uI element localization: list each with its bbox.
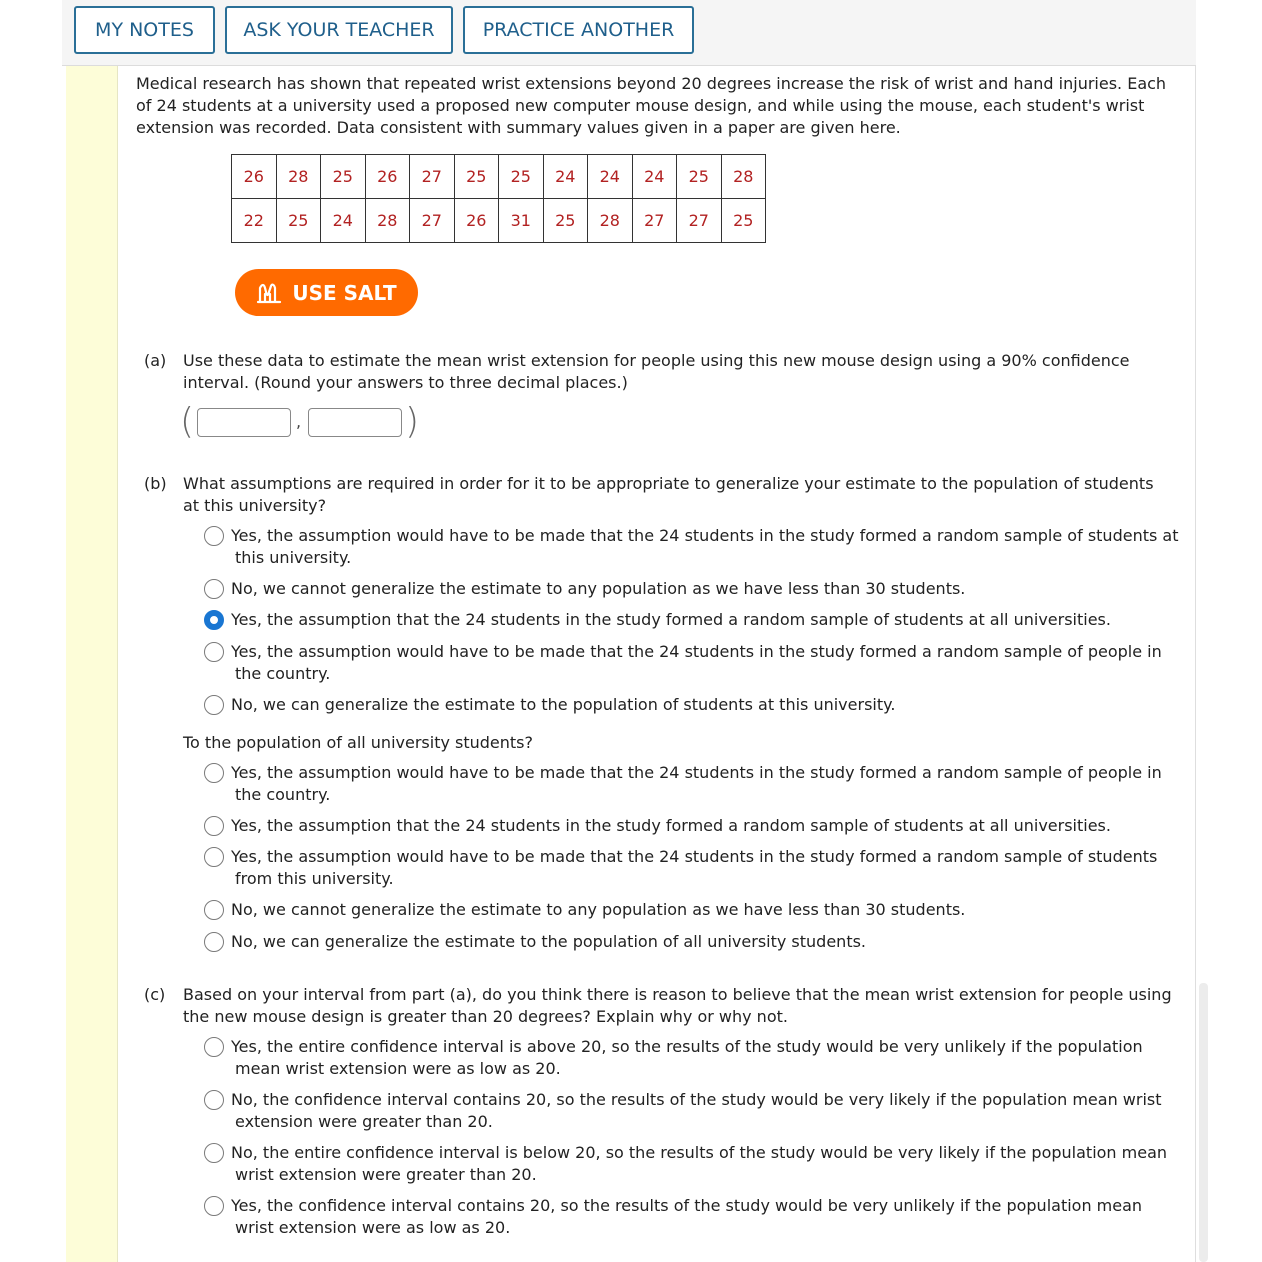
part-b-subquestion: To the population of all university students? <box>183 733 534 752</box>
radio-button[interactable] <box>204 1037 224 1057</box>
option-text: No, we can generalize the estimate to the population of all university students. <box>231 932 867 951</box>
option-text: Yes, the entire confidence interval is above 20, so the results of the study would be very unlikely if the population <box>231 1037 1143 1056</box>
radio-button-selected[interactable] <box>204 610 224 630</box>
table-cell: 25 <box>677 155 722 199</box>
table-cell: 25 <box>321 155 366 199</box>
content-border <box>1195 66 1196 1262</box>
table-cell: 31 <box>499 199 544 243</box>
data-table <box>231 154 766 243</box>
part-c-question: Based on your interval from part (a), do you think there is reason to believe that the mean wrist extension for people using the new mouse design is greater than 20 degrees? Explain why or why not. <box>183 985 1172 1026</box>
option-text: Yes, the assumption would have to be made that the 24 students in the study formed a random sample of people in <box>231 642 1162 661</box>
interval-comma: , <box>296 412 302 431</box>
table-cell: 24 <box>588 155 633 199</box>
open-paren: ( <box>180 401 195 442</box>
my-notes-button[interactable]: MY NOTES <box>74 6 215 54</box>
option-text: Yes, the assumption that the 24 students in the study formed a random sample of students at all universities. <box>231 816 1111 835</box>
use-salt-label: USE SALT <box>292 280 397 305</box>
radio-button[interactable] <box>204 900 224 920</box>
table-cell: 27 <box>410 199 455 243</box>
table-cell: 27 <box>632 199 677 243</box>
option-text-cont: wrist extension were greater than 20. <box>235 1165 537 1184</box>
table-cell: 24 <box>632 155 677 199</box>
radio-button[interactable] <box>204 579 224 599</box>
question-intro: Medical research has shown that repeated wrist extensions beyond 20 degrees increase the risk of wrist and hand injuries. Each of 24 students at a university used a proposed new computer mouse design, and while using the mouse, each student's wrist extension was recorded. Data consistent with summary values given in a paper are given here. <box>136 74 1167 137</box>
part-a-letter: (a) <box>144 351 167 370</box>
radio-button[interactable] <box>204 526 224 546</box>
option-text-cont: from this university. <box>235 869 394 888</box>
radio-button[interactable] <box>204 1090 224 1110</box>
option-text-cont: the country. <box>235 664 331 683</box>
table-cell: 26 <box>454 199 499 243</box>
table-cell: 28 <box>276 155 321 199</box>
table-cell: 26 <box>232 155 277 199</box>
option-text: No, the confidence interval contains 20, so the results of the study would be very likely if the population mean wrist <box>231 1090 1162 1109</box>
table-cell: 25 <box>276 199 321 243</box>
table-row <box>232 155 766 199</box>
part-b-question: What assumptions are required in order for it to be appropriate to generalize your estimate to the population of students at this university? <box>183 474 1154 515</box>
table-cell: 25 <box>543 199 588 243</box>
option-text: No, the entire confidence interval is below 20, so the results of the study would be very likely if the population mean <box>231 1143 1168 1162</box>
table-cell: 24 <box>543 155 588 199</box>
table-cell: 24 <box>321 199 366 243</box>
option-text-cont: extension were greater than 20. <box>235 1112 493 1131</box>
part-c-letter: (c) <box>144 985 166 1004</box>
table-cell: 25 <box>499 155 544 199</box>
option-text: Yes, the assumption would have to be made that the 24 students in the study formed a random sample of people in <box>231 763 1162 782</box>
option-text-cont: mean wrist extension were as low as 20. <box>235 1059 561 1078</box>
question-side-strip <box>66 66 118 1262</box>
salt-chart-icon <box>256 282 282 304</box>
lower-bound-input[interactable] <box>197 408 291 437</box>
radio-button[interactable] <box>204 816 224 836</box>
table-cell: 28 <box>588 199 633 243</box>
table-cell: 22 <box>232 199 277 243</box>
option-text-cont: wrist extension were as low as 20. <box>235 1218 511 1237</box>
table-row <box>232 199 766 243</box>
option-text: Yes, the confidence interval contains 20, so the results of the study would be very unlikely if the population mean <box>231 1196 1143 1215</box>
option-text-cont: the country. <box>235 785 331 804</box>
radio-button[interactable] <box>204 695 224 715</box>
table-cell: 26 <box>365 155 410 199</box>
use-salt-button[interactable] <box>235 269 418 316</box>
ask-your-teacher-button[interactable]: ASK YOUR TEACHER <box>225 6 453 54</box>
table-cell: 28 <box>365 199 410 243</box>
radio-button[interactable] <box>204 642 224 662</box>
option-text: Yes, the assumption that the 24 students in the study formed a random sample of students at all universities. <box>231 610 1111 629</box>
table-cell: 27 <box>677 199 722 243</box>
scrollbar[interactable] <box>1199 983 1208 1262</box>
table-cell: 25 <box>454 155 499 199</box>
radio-button[interactable] <box>204 1196 224 1216</box>
radio-button[interactable] <box>204 763 224 783</box>
toolbar <box>62 0 1196 66</box>
practice-another-button[interactable]: PRACTICE ANOTHER <box>463 6 694 54</box>
part-b-letter: (b) <box>144 474 167 493</box>
table-cell: 27 <box>410 155 455 199</box>
radio-button[interactable] <box>204 1143 224 1163</box>
option-text: Yes, the assumption would have to be made that the 24 students in the study formed a random sample of students at <box>231 526 1179 545</box>
option-text: No, we can generalize the estimate to the population of students at this university. <box>231 695 896 714</box>
table-cell: 25 <box>721 199 766 243</box>
option-text: No, we cannot generalize the estimate to any population as we have less than 30 students. <box>231 579 966 598</box>
radio-button[interactable] <box>204 932 224 952</box>
option-text-cont: this university. <box>235 548 352 567</box>
option-text: No, we cannot generalize the estimate to any population as we have less than 30 students. <box>231 900 966 919</box>
radio-button[interactable] <box>204 847 224 867</box>
option-text: Yes, the assumption would have to be made that the 24 students in the study formed a random sample of students <box>231 847 1158 866</box>
part-a-question: Use these data to estimate the mean wrist extension for people using this new mouse design using a 90% confidence interval. (Round your answers to three decimal places.) <box>183 351 1130 392</box>
close-paren: ) <box>405 401 420 442</box>
table-cell: 28 <box>721 155 766 199</box>
upper-bound-input[interactable] <box>308 408 402 437</box>
